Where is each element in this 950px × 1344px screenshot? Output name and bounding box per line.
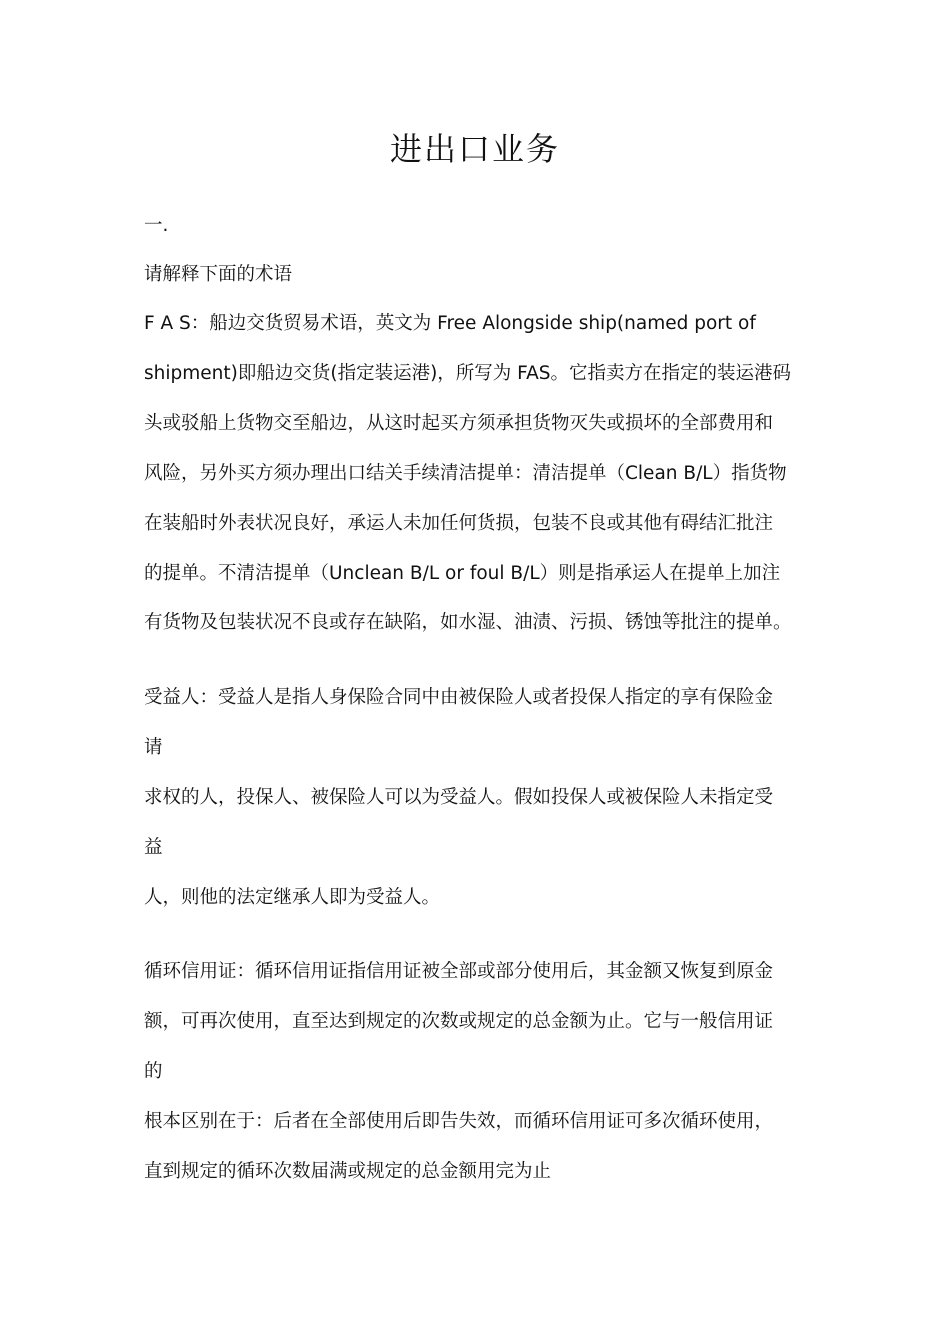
fas-line-5: 在装船时外表状况良好，承运人未加任何货损，包装不良或其他有碍结汇批注 — [144, 513, 774, 534]
revolving-credit-line-1: 循环信用证：循环信用证指信用证被全部或部分使用后，其金额又恢复到原金 — [144, 961, 774, 982]
fas-line-4: 风险，另外买方须办理出口结关手续清洁提单：清洁提单（Clean B/L）指货物 — [144, 463, 787, 484]
fas-line-2: shipment)即船边交货(指定装运港)，所写为 FAS。它指卖方在指定的装运港码 — [144, 363, 792, 384]
revolving-credit-line-5: 直到规定的循环次数届满或规定的总金额用完为止 — [144, 1161, 552, 1182]
beneficiary-line-2: 请 — [144, 737, 163, 758]
fas-line-6: 的提单。不清洁提单（Unclean B/L or foul B/L）则是指承运人在提单上加注 — [144, 563, 781, 584]
beneficiary-line-3: 求权的人，投保人、被保险人可以为受益人。假如投保人或被保险人未指定受 — [144, 787, 774, 808]
revolving-credit-line-3: 的 — [144, 1061, 163, 1082]
revolving-credit-line-4: 根本区别在于：后者在全部使用后即告失效，而循环信用证可多次循环使用， — [144, 1111, 774, 1132]
document-title: 进出口业务 — [389, 130, 560, 168]
beneficiary-line-5: 人，则他的法定继承人即为受益人。 — [144, 887, 441, 908]
fas-line-7: 有货物及包装状况不良或存在缺陷，如水湿、油渍、污损、锈蚀等批注的提单。 — [144, 612, 792, 633]
instruction-line: 请解释下面的术语 — [144, 264, 293, 285]
beneficiary-line-1: 受益人：受益人是指人身保险合同中由被保险人或者投保人指定的享有保险金 — [144, 687, 774, 708]
beneficiary-line-4: 益 — [144, 837, 163, 858]
fas-line-3: 头或驳船上货物交至船边，从这时起买方须承担货物灭失或损坏的全部费用和 — [144, 413, 774, 434]
section-number: 一. — [144, 215, 169, 236]
revolving-credit-line-2: 额，可再次使用，直至达到规定的次数或规定的总金额为止。它与一般信用证 — [144, 1011, 774, 1032]
fas-line-1: F A S：船边交货贸易术语，英文为 Free Alongside ship(named port of — [144, 313, 756, 334]
